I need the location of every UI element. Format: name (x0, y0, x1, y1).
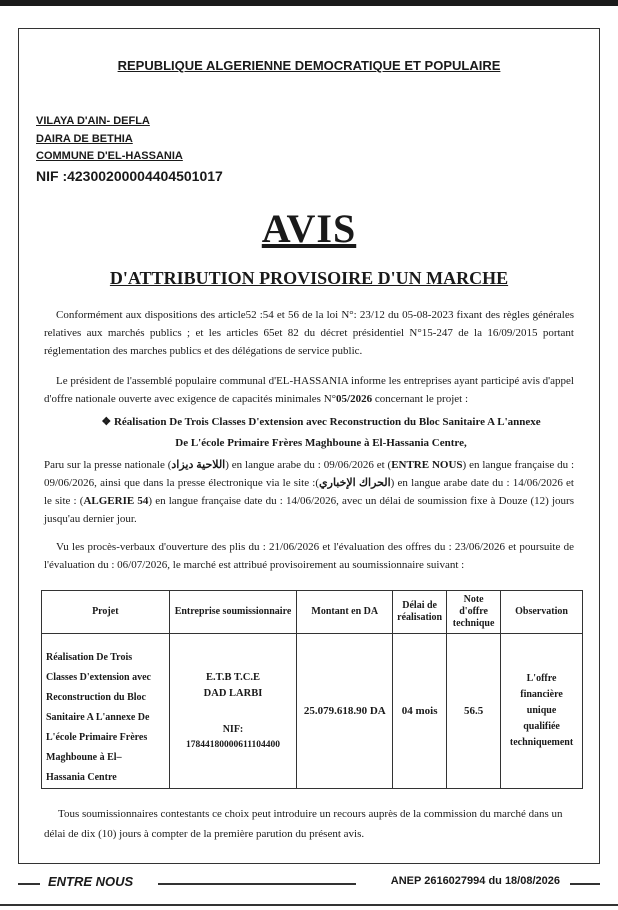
legal-basis-paragraph: Conformément aux dispositions des article52 :54 et 56 de la loi N°: 23/12 du 05-08-2023 fixant des règles générales relatives aux marchés publics ; et les articles 65et 82 du décret présidentiel N°15-247 de la 16/09/2015 portant réglementation des marches publics et des délégations de service public. (44, 309, 574, 357)
observation-line: unique (526, 705, 557, 716)
announcement-paragraph (44, 372, 574, 408)
footer-bar (18, 872, 600, 892)
cell-projet (42, 634, 170, 789)
projet-line: Réalisation De Trois (46, 652, 133, 663)
pub-text-e: ) en langue française date du : 14/06/2026, avec un délai de soumission fixe à Douze (12) jours jusqu'au dernier jour. (44, 495, 574, 525)
footer-anep-ref: ANEP 2616027994 du 18/08/2026 (390, 875, 560, 887)
nif-line: NIF :423002000044045010​17 (36, 168, 223, 184)
header-observation: Observation (501, 591, 583, 634)
projet-line: Maghboune à El– (46, 752, 122, 763)
french-website: ALGERIE 54 (83, 495, 149, 507)
pub-text-a: Paru sur la presse nationale ( (44, 459, 172, 471)
pub-text-d: ) en langue arabe date du : 14/06/2026 et le site : ( (44, 477, 574, 507)
observation-line: financière (520, 689, 563, 700)
footer-newspaper: ENTRE NOUS (48, 874, 134, 889)
top-border-bar (0, 0, 618, 6)
cell-observation (501, 634, 583, 789)
announcement-tail: concernant le projet : (372, 393, 469, 405)
projet-line: Reconstruction du Bloc (46, 692, 146, 703)
projet-line: L'école Primaire Frères (46, 732, 148, 743)
entreprise-nif: 17844180000611104400 (186, 740, 280, 750)
bottom-rule (0, 904, 618, 906)
observation-line: L'offre (526, 673, 557, 684)
footer-rule-middle (158, 883, 356, 885)
project-title-line-1: ❖ Réalisation De Trois Classes D'extension avec Reconstruction du Bloc Sanitaire A L'annexe (101, 416, 541, 428)
pub-text-c: ) en langue française du : 09/06/2026, ainsi que dans la presse électronique via le site :( (44, 459, 575, 489)
publication-paragraph (44, 456, 574, 528)
notice-subtitle: D'ATTRIBUTION PROVISOIRE D'UN MARCHE (109, 268, 509, 288)
french-newspaper: ENTRE NOUS (391, 459, 463, 471)
award-table (41, 590, 583, 789)
observation-line: qualifiée (523, 721, 560, 732)
notice-title: AVIS (261, 206, 357, 251)
project-title-line-2: De L'école Primaire Frères Maghboune à El-Hassania Centre, (175, 437, 467, 449)
republic-heading: REPUBLIQUE ALGERIENNE DEMOCRATIQUE ET POPULAIRE (117, 58, 501, 73)
announcement-text: Le président de l'assemblé populaire communal d'EL-HASSANIA informe les entreprises ayant participé avis d'appel d'offre nationale ouverte avec exigence de capacités minimales N° (44, 375, 574, 405)
projet-line: Classes D'extension avec (46, 672, 151, 683)
daira-line: DAIRA DE BETHIA (36, 133, 133, 145)
projet-line: Hassania Centre (46, 772, 117, 783)
header-montant: Montant en DA (297, 591, 393, 634)
projet-line: Sanitaire A L'annexe De (46, 712, 150, 723)
observation-line: techniquement (509, 737, 574, 748)
entreprise-name-2: DAD LARBI (203, 688, 263, 699)
pub-text-b: ) en langue arabe du : 09/06/2026 et ( (225, 459, 392, 471)
arabic-website: الحراك الإخباري (319, 477, 391, 489)
tender-number: 05/2026 (336, 393, 373, 405)
cell-montant: 25.079.618.90 DA (297, 634, 393, 789)
appeal-paragraph: Tous soumissionnaires contestants ce choix peut introduire un recours auprès de la commission du marché dans un délai de dix (10) jours à compter de la première parution du présent avis. (44, 808, 563, 840)
evaluation-paragraph: Vu les procès-verbaux d'ouverture des plis du : 21/06/2026 et l'évaluation des offres du : 23/06/2026 et poursuite de l'évaluation du : 06/07/2026, le marché est attribué provisoirement au soumissionnaire suivant : (44, 541, 574, 571)
header-delai: Délai de réalisation (393, 591, 447, 634)
entreprise-name-1: E.T.B T.C.E (206, 672, 260, 683)
footer-rule-right (570, 883, 600, 885)
arabic-newspaper: اللاحية ديزاد (171, 459, 226, 471)
wilaya-line: VILAYA D'AIN- DEFLA (36, 115, 150, 127)
cell-entreprise (169, 634, 297, 789)
footer-rule-left (18, 883, 40, 885)
cell-note: 56.5 (447, 634, 501, 789)
header-projet: Projet (42, 591, 170, 634)
table-header-row (42, 591, 583, 634)
commune-line: COMMUNE D'EL-HASSANIA (36, 150, 183, 162)
header-entreprise: Entreprise soumissionnaire (169, 591, 297, 634)
entreprise-nif-label: NIF: (222, 724, 244, 735)
table-row (42, 634, 583, 789)
cell-delai: 04 mois (393, 634, 447, 789)
header-note: Note d'offre technique (447, 591, 501, 634)
